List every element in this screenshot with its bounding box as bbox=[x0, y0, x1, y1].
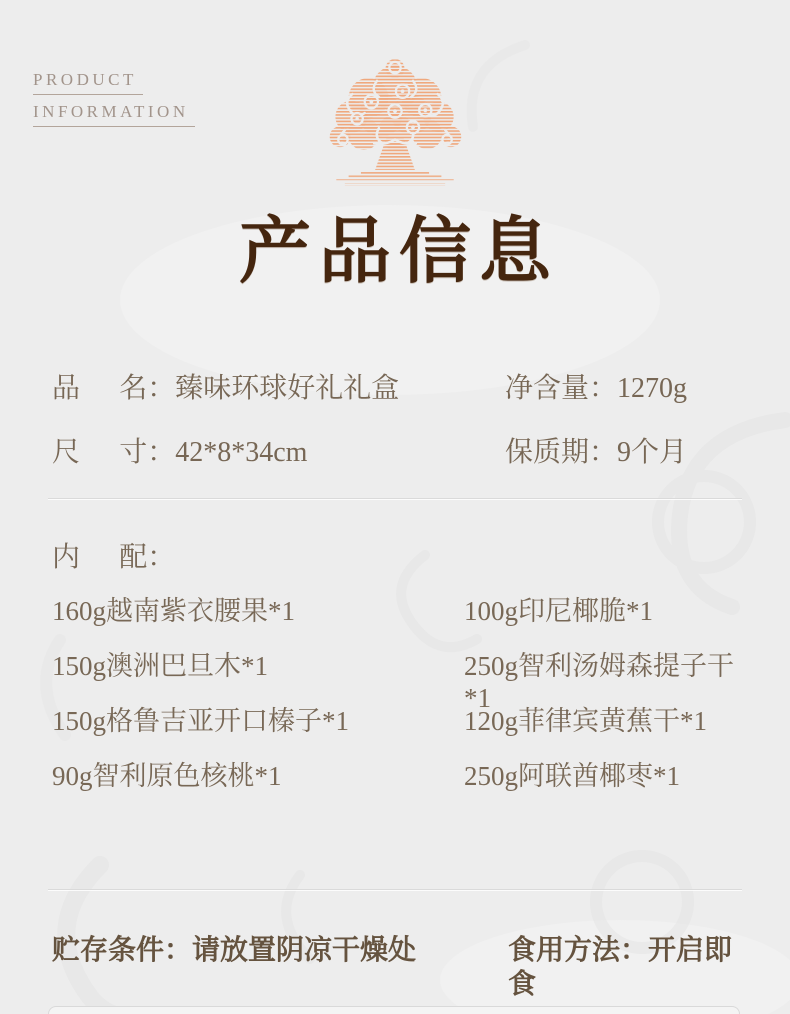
next-card-edge bbox=[48, 1006, 740, 1014]
content-item: 250g智利汤姆森提子干*1 bbox=[464, 651, 734, 713]
eyebrow bbox=[33, 70, 195, 127]
contents-row-4 bbox=[52, 760, 752, 792]
page-title: 产品信息 bbox=[238, 212, 559, 292]
spec-label-shelf-life: 保质期： bbox=[505, 437, 618, 468]
storage-conditions bbox=[52, 934, 508, 1002]
usage-label: 食用方法： bbox=[508, 935, 649, 966]
storage-row bbox=[52, 934, 752, 1002]
storage-label: 贮存条件： bbox=[52, 935, 193, 966]
spec-row-2 bbox=[52, 437, 752, 469]
divider-top bbox=[48, 498, 742, 499]
content-item: 120g菲律宾黄蕉干*1 bbox=[464, 706, 707, 736]
spec-label-product-name: 品 名： bbox=[52, 373, 176, 404]
content-item: 100g印尼椰脆*1 bbox=[464, 596, 653, 626]
spec-shelf-life bbox=[505, 437, 687, 469]
contents-heading: 内 配： bbox=[52, 542, 176, 573]
usage-method bbox=[508, 934, 752, 1002]
content-item: 160g越南紫衣腰果*1 bbox=[52, 596, 295, 626]
spec-value-size: 42*8*34cm bbox=[175, 437, 308, 468]
content-item: 250g阿联酋椰枣*1 bbox=[464, 761, 680, 791]
storage-value: 请放置阴凉干燥处 bbox=[192, 935, 417, 966]
spec-label-net-weight: 净含量： bbox=[505, 373, 618, 404]
spec-label-size: 尺 寸： bbox=[52, 437, 176, 468]
eyebrow-line1: PRODUCT bbox=[33, 70, 143, 95]
content-item: 150g格鲁吉亚开口榛子*1 bbox=[52, 706, 349, 736]
spec-row-1 bbox=[52, 373, 752, 405]
spec-net-weight bbox=[505, 373, 687, 405]
spec-value-product-name: 臻味环球好礼礼盒 bbox=[175, 373, 400, 404]
contents-row-1 bbox=[52, 595, 752, 627]
content-item: 90g智利原色核桃*1 bbox=[52, 761, 282, 791]
fortune-tree-icon bbox=[324, 56, 466, 189]
usage-value: 开启即食 bbox=[508, 935, 733, 1000]
spec-value-shelf-life: 9个月 bbox=[617, 437, 688, 468]
divider-bottom bbox=[48, 889, 742, 890]
eyebrow-line2: INFORMATION bbox=[33, 102, 195, 127]
content-item: 150g澳洲巴旦木*1 bbox=[52, 651, 268, 681]
spec-size bbox=[52, 437, 505, 469]
spec-value-net-weight: 1270g bbox=[617, 373, 688, 404]
contents-row-3 bbox=[52, 705, 752, 737]
spec-product-name bbox=[52, 373, 505, 405]
